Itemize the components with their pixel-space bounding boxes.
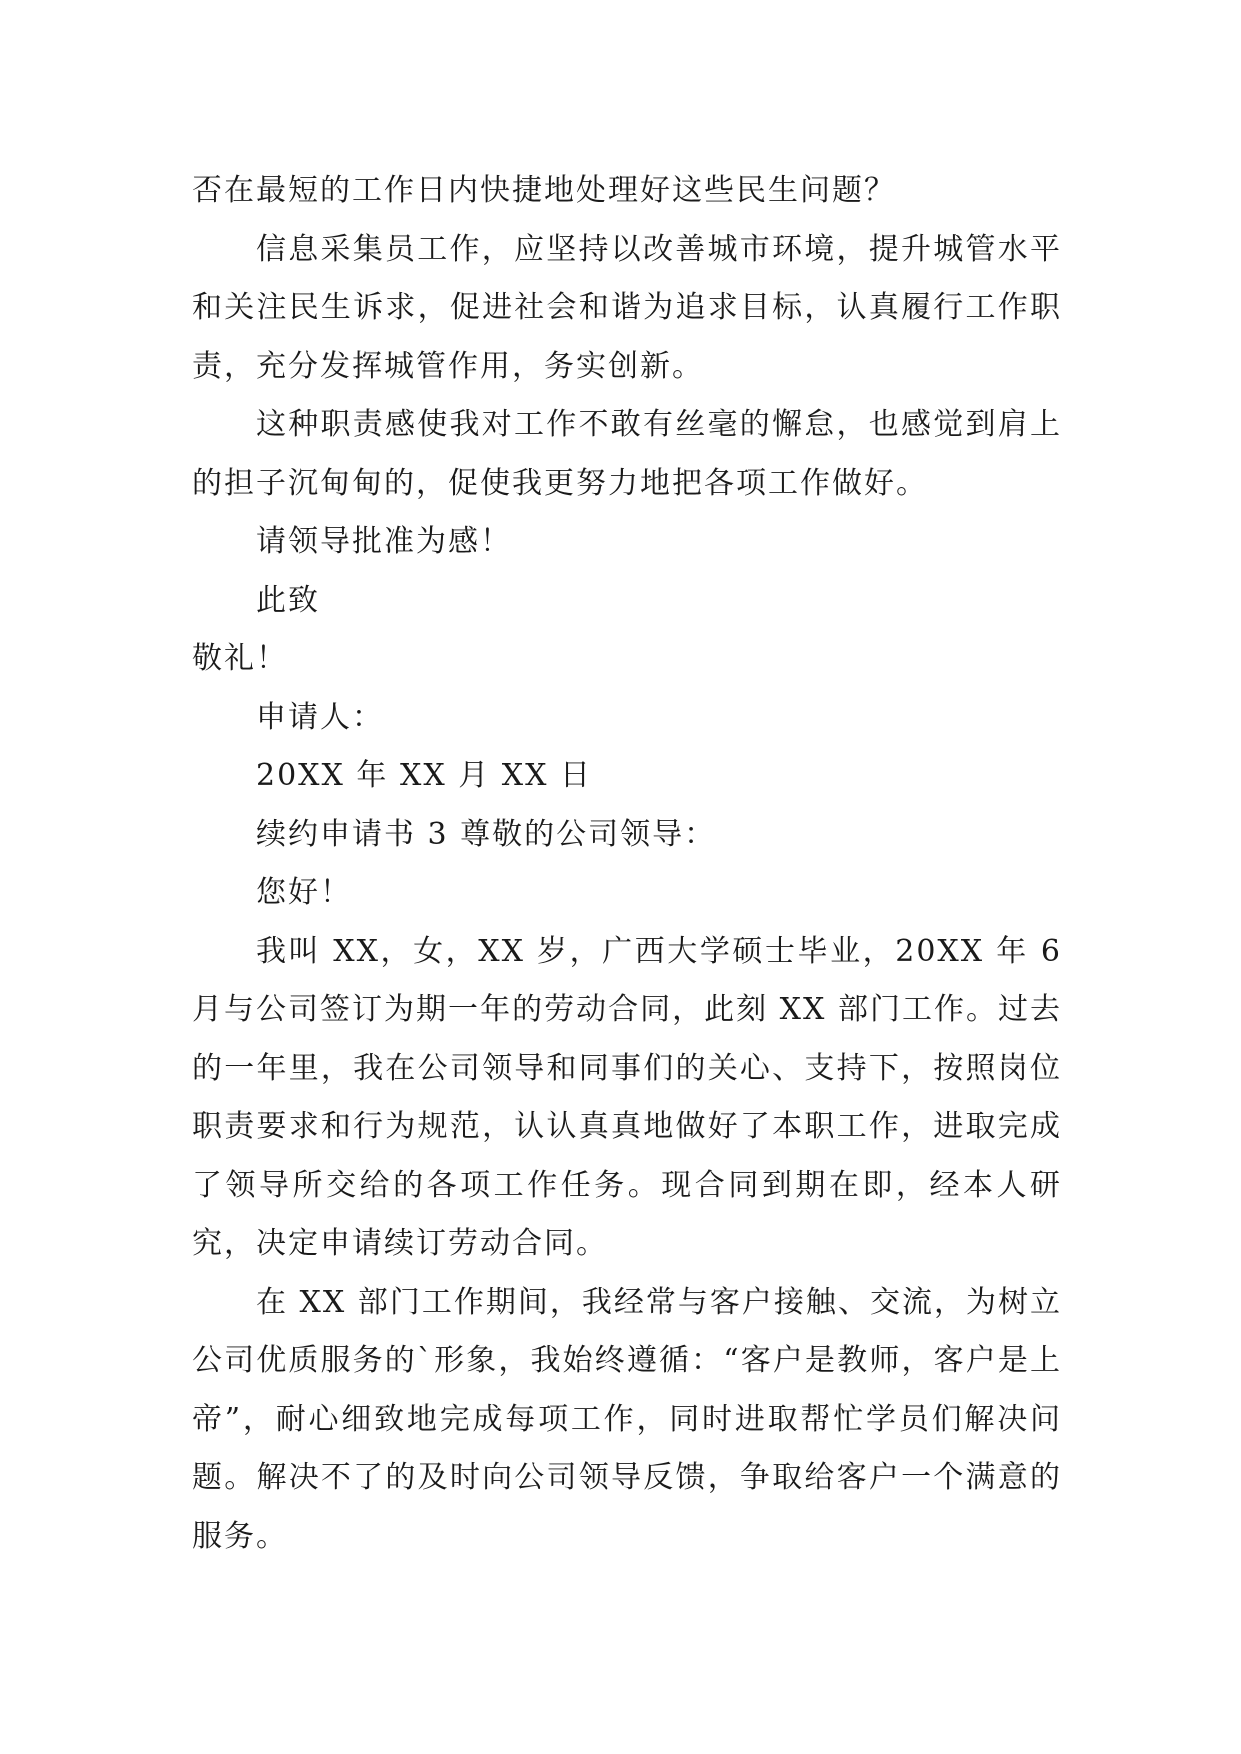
document-body: [192, 162, 1062, 1566]
paragraph-1: 信息采集员工作，应坚持以改善城市环境，提升城管水平和关注民生诉求，促进社会和谐为追求目标，认真履行工作职责，充分发挥城管作用，务实创新。: [192, 231, 1062, 384]
paragraph-3: 请领导批准为感！: [256, 524, 512, 559]
paragraph-11: 在 XX 部门工作期间，我经常与客户接触、交流，为树立公司优质服务的`形象，我始终遵循：“客户是教师，客户是上帝”，耐心细致地完成每项工作，同时进取帮忙学员们解决问题。解决不了的及时向公司领导反馈，争取给客户一个满意的服务。: [192, 1284, 1062, 1554]
paragraph-2: 这种职责感使我对工作不敢有丝毫的懈怠，也感觉到肩上的担子沉甸甸的，促使我更努力地把各项工作做好。: [192, 407, 1062, 501]
paragraph-8: 续约申请书 3 尊敬的公司领导：: [256, 816, 717, 852]
paragraph-7: 20XX 年 XX 月 XX 日: [256, 758, 592, 793]
paragraph-10: 我叫 XX，女，XX 岁，广西大学硕士毕业，20XX 年 6 月与公司签订为期一年的劳动合同，此刻 XX 部门工作。过去的一年里，我在公司领导和同事们的关心、支持下，按照岗位职责要求和行为规范，认认真真地做好了本职工作，进取完成了领导所交给的各项工作任务。现合同到期在即，经本人研究，决定申请续订劳动合同。: [192, 933, 1062, 1261]
paragraph-4: 此致: [256, 582, 320, 618]
paragraph-6: 申请人：: [256, 699, 384, 735]
paragraph-5: 敬礼！: [192, 641, 288, 676]
paragraph-9: 您好！: [256, 875, 352, 910]
paragraph-0: 否在最短的工作日内快捷地处理好这些民生问题？: [192, 173, 896, 208]
